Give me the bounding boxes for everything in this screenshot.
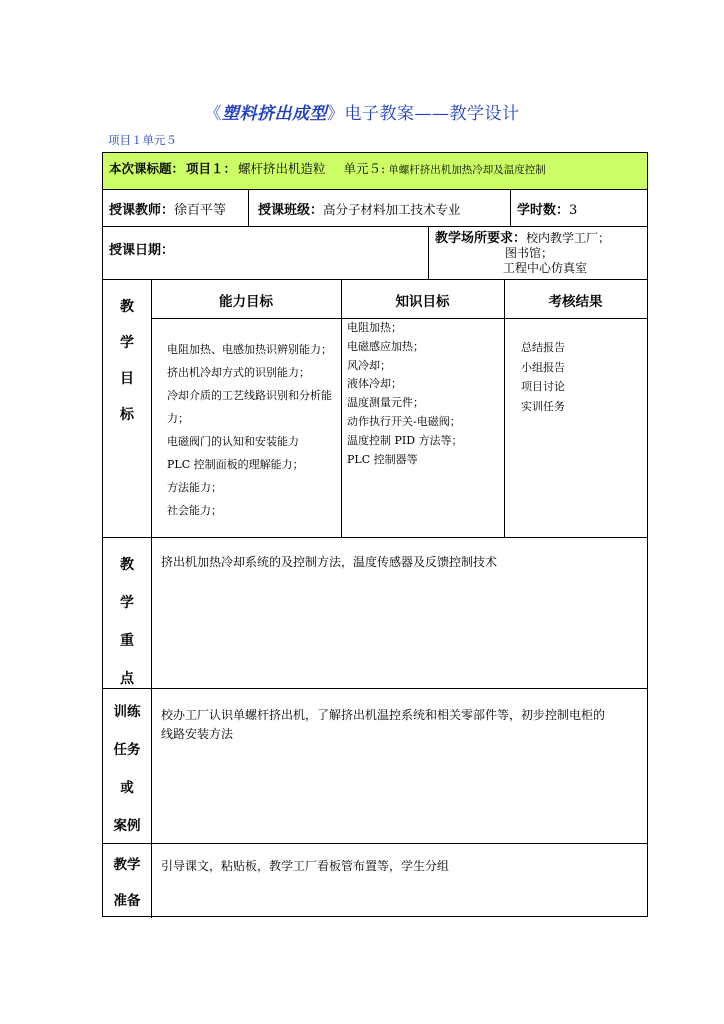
list-item: 社会能力； (167, 504, 222, 517)
teacher-cell (109, 199, 226, 218)
class-label: 授课班级： (258, 203, 324, 218)
training-text: 校办工厂认识单螺杆挤出机，了解挤出机温控系统和相关零部件等，初步控制电柜的 线路安装方法 (161, 708, 606, 741)
lesson-title-label: 本次课标题： (109, 161, 185, 176)
list-item: PLC 控制器等 (347, 452, 418, 466)
assessment-header: 考核结果 (548, 294, 603, 310)
project-label: 项目１： (186, 161, 237, 176)
assessment-list (521, 338, 641, 416)
ability-goals-list (167, 338, 339, 522)
list-item: PLC 控制面板的理解能力； (167, 458, 304, 471)
venue-item-2: 图书馆； (505, 246, 554, 260)
title-open: 《 (204, 104, 222, 124)
list-item: 电阻加热、电感加热识辨别能力； (167, 343, 332, 356)
project-name: 螺杆挤出机造粒 (238, 161, 326, 176)
prep-text: 引导课文，粘贴板，教学工厂看板管布置等，学生分组 (161, 859, 450, 873)
training-side-label: 训练 任务 或 案例 (113, 704, 141, 834)
objectives-side-label: 教 学 目 标 (120, 299, 134, 423)
list-item: 电阻加热； (347, 321, 402, 334)
hours-label: 学时数： (517, 203, 570, 218)
lesson-title-cell (109, 158, 645, 177)
list-item: 温度控制 PID 方法等； (347, 433, 463, 447)
list-item: 冷却介质的工艺线路识别和分析能力； (167, 389, 332, 425)
venue-label: 教学场所要求： (435, 231, 527, 246)
list-item: 温度测量元件； (347, 396, 424, 410)
unit-label: 单元５: (343, 161, 386, 176)
lesson-plan-table (102, 152, 648, 917)
project-unit-label: 项目１单元５ (108, 133, 177, 147)
list-item: 液体冷却； (347, 377, 402, 391)
list-item: 挤出机冷却方式的识别能力； (167, 366, 310, 379)
prep-side-label: 教学 准备 (113, 857, 141, 909)
list-item: 风冷却； (347, 358, 391, 372)
ability-goals-header: 能力目标 (219, 294, 273, 310)
title-rest: 》电子教案——教学设计 (327, 104, 520, 124)
date-label: 授课日期： (109, 243, 175, 258)
list-item: 实训任务 (521, 399, 565, 413)
focus-text: 挤出机加热冷却系统的及控制方法，温度传感器及反馈控制技术 (161, 555, 498, 569)
teacher-value: 徐百平等 (174, 203, 227, 218)
list-item: 电磁阀门的认知和安装能力 (167, 435, 299, 448)
list-item: 项目讨论 (521, 380, 565, 393)
venue-item-3: 工程中心仿真室 (503, 261, 588, 275)
list-item: 动作执行开关-电磁阀； (347, 414, 461, 428)
knowledge-goals-list (347, 319, 503, 469)
list-item: 总结报告 (521, 341, 565, 354)
class-cell (258, 199, 461, 218)
venue-cell (435, 231, 645, 276)
knowledge-goals-header: 知识目标 (395, 294, 450, 310)
venue-item-1: 校内教学工厂； (526, 231, 611, 245)
unit-name: 单螺杆挤出机加热冷却及温度控制 (388, 164, 546, 176)
class-value: 高分子材料加工技术专业 (323, 202, 461, 217)
document-title (0, 103, 724, 125)
hours-value: 3 (569, 203, 578, 218)
list-item: 电磁感应加热； (347, 339, 424, 353)
focus-side-label: 教 学 重 点 (120, 557, 134, 687)
teacher-label: 授课教师： (109, 203, 175, 218)
hours-cell (517, 199, 577, 218)
list-item: 方法能力； (167, 481, 222, 494)
course-name: 塑料挤出成型 (222, 104, 327, 124)
list-item: 小组报告 (521, 360, 565, 374)
